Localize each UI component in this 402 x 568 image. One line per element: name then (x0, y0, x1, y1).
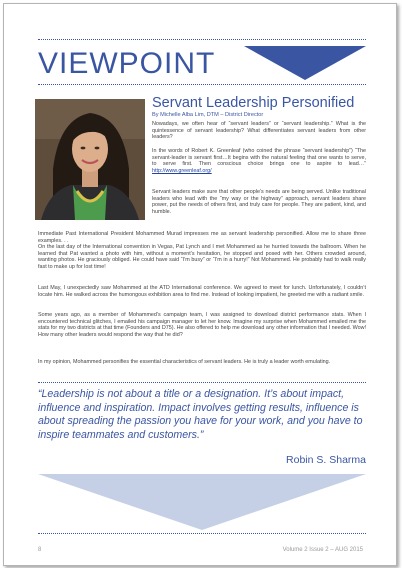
paragraph-greenleaf (152, 148, 366, 175)
greenleaf-quote-text: In the words of Robert K. Greenleaf (who coined the phrase “servant leadership”) “The servant-leader is servant first…It begins with the natural feeling that one wants to serve, to serve first. Then conscious choice brings one to aspire to lead…” (152, 148, 366, 168)
paragraph-convention: On the last day of the International convention in Vegas, Pat Lynch and I met Mohammed as he hurried towards the ballroom. When he learned that Pat wanted a photo with him, without a moment’s hesitation, he stopped and posed with her. Others crowded around, wanting photos. He graciously obliged. He could have said “I’m busy” or “I’m in a hurry!” Not Mohammed. He probably had to walk really fast to make up for lost time! (38, 244, 366, 271)
masthead-triangle-graphic (244, 46, 366, 80)
paragraph-campaign: Some years ago, as a member of Mohammed’s campaign team, I was assigned to download district performance stats. When I encountered technical glitches, I emailed his campaign manager to let her know. Imagine my surprise when Mohammed emailed me the stats for my two districts at that time (Founders and D75). He also offered to help me download any other information that I needed. Wow! How many other leaders would respond the way that he did? (38, 312, 366, 339)
paragraph-atd-conference: Last May, I unexpectedly saw Mohammed at the ATD International conference. We agreed to meet for lunch. Unfortunately, I couldn’t locate him. He walked across the humongous exhibition area to find me. Instead of looking impatient, he greeted me with a radiant smile. (38, 285, 366, 298)
magazine-page (3, 3, 397, 566)
page-number: 8 (38, 547, 42, 553)
footer-dotted-rule (38, 533, 366, 534)
paragraph-conclusion: In my opinion, Mohammed personifies the essential characteristics of servant leaders. He is truly a leader worth emulating. (38, 359, 331, 365)
article-byline: By Michelle Alba Lim, DTM – District Director (152, 112, 264, 118)
quote-author: Robin S. Sharma (286, 454, 366, 466)
bottom-triangle-graphic (38, 474, 366, 530)
greenleaf-link[interactable]: http://www.greenleaf.org/ (152, 168, 212, 175)
section-title: VIEWPOINT (38, 47, 216, 80)
author-photo (35, 99, 145, 220)
masthead-dotted-rule (38, 84, 366, 85)
paragraph-servant-leaders: Servant leaders make sure that other people’s needs are being served. Unlike traditional leaders who lead with the “my way or the highway” approach, servant leaders share power, put the needs of others first, and truly care for people. They are patient, kind, and humble. (152, 189, 366, 216)
quote-text: “Leadership is not about a title or a designation. It’s about impact, influence and inspiration. Impact involves getting results, influence is about spreading the passion you have for your work, and you have to inspire teammates and customers.” (38, 388, 363, 441)
issue-label: Volume 2 Issue 2 – AUG 2015 (282, 547, 363, 553)
quote-top-dotted-rule (38, 382, 366, 383)
pull-quote (38, 388, 366, 468)
top-dotted-rule (38, 39, 366, 40)
masthead (38, 46, 366, 82)
paragraph-intro: Nowadays, we often hear of “servant leaders” or “servant leadership.” What is the quintessence of servant leadership? What differentiates servant leaders from other leaders? (152, 121, 366, 141)
paragraph-murad-intro: Immediate Past International President Mohammed Murad impresses me as servant leadership personified. Allow me to share three examples. . . (38, 231, 366, 244)
article-title: Servant Leadership Personified (152, 95, 355, 111)
